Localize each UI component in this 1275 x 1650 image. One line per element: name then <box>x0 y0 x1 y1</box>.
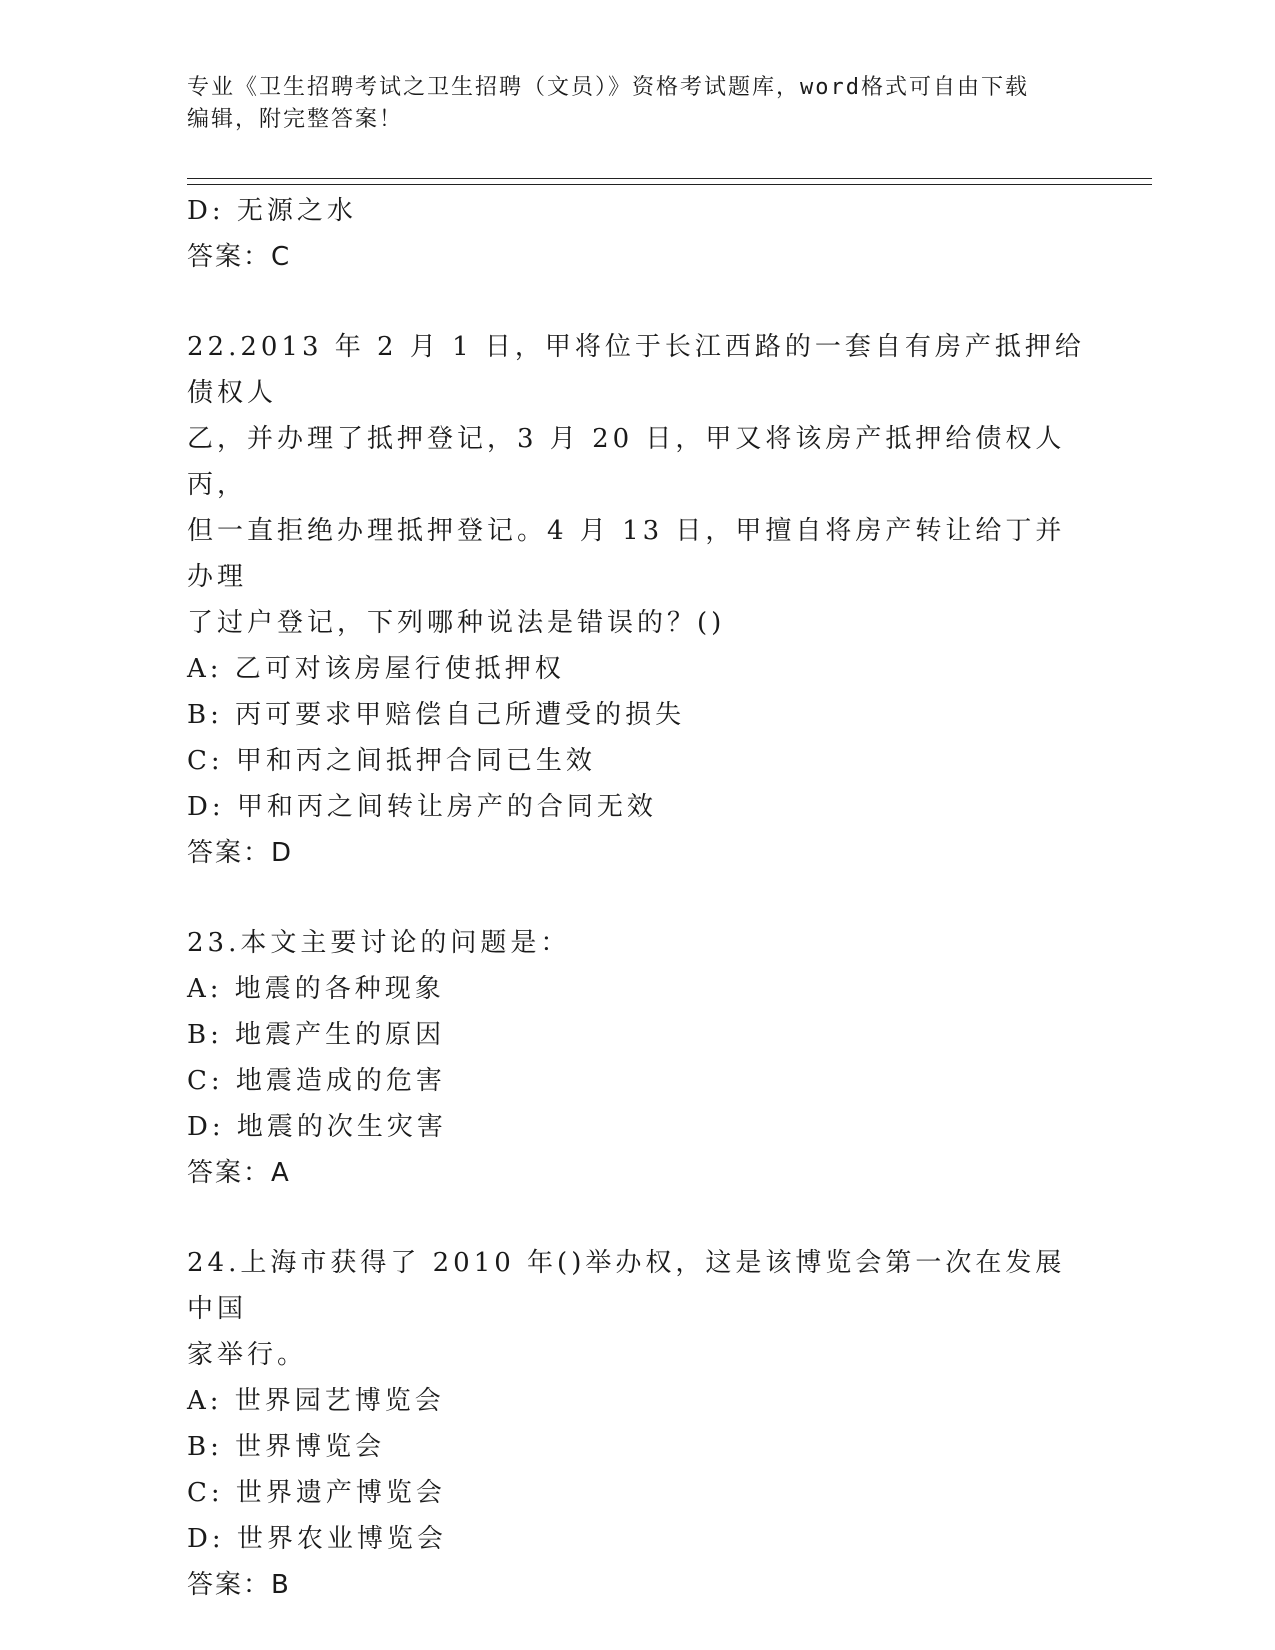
question-stem-line: 23.本文主要讨论的问题是： <box>187 928 571 958</box>
option-a: A: 乙可对该房屋行使抵押权 <box>187 654 565 684</box>
question-24 <box>187 1240 1087 1608</box>
document-header <box>187 72 1067 136</box>
question-list <box>187 188 1087 1608</box>
answer-line: 答案：D <box>187 838 294 868</box>
spacer <box>187 280 1087 324</box>
question-stem-line: 但一直拒绝办理抵押登记。4 月 13 日，甲擅自将房产转让给丁并办理 <box>187 516 1066 592</box>
header-line-2: 编辑，附完整答案！ <box>187 107 404 132</box>
question-22 <box>187 324 1087 876</box>
answer-line: 答案：A <box>187 1158 291 1188</box>
option-c: C: 世界遗产博览会 <box>187 1478 446 1508</box>
question-stem-line: 乙，并办理了抵押登记，3 月 20 日，甲又将该房产抵押给债权人丙， <box>187 424 1066 500</box>
option-b: B: 丙可要求甲赔偿自己所遭受的损失 <box>187 700 686 730</box>
option-d: D: 地震的次生灾害 <box>187 1112 447 1142</box>
header-divider-bottom <box>187 184 1152 185</box>
spacer <box>187 876 1087 920</box>
question-stem-line: 了过户登记，下列哪种说法是错误的？() <box>187 608 726 638</box>
option-b: B: 世界博览会 <box>187 1432 386 1462</box>
option-d: D: 无源之水 <box>187 196 357 226</box>
answer-line: 答案：B <box>187 1570 291 1600</box>
answer-line: 答案：C <box>187 242 292 272</box>
question-stem-line: 家举行。 <box>187 1340 308 1370</box>
option-b: B: 地震产生的原因 <box>187 1020 446 1050</box>
option-c: C: 地震造成的危害 <box>187 1066 446 1096</box>
option-c: C: 甲和丙之间抵押合同已生效 <box>187 746 596 776</box>
option-a: A: 地震的各种现象 <box>187 974 445 1004</box>
header-divider-top <box>187 178 1152 179</box>
option-d: D: 甲和丙之间转让房产的合同无效 <box>187 792 657 822</box>
option-a: A: 世界园艺博览会 <box>187 1386 445 1416</box>
spacer <box>187 1196 1087 1240</box>
question-stem-line: 24.上海市获得了 2010 年()举办权，这是该博览会第一次在发展中国 <box>187 1248 1066 1324</box>
question-21-tail <box>187 188 1087 280</box>
option-d: D: 世界农业博览会 <box>187 1524 447 1554</box>
header-line-1: 专业《卫生招聘考试之卫生招聘（文员）》资格考试题库，word格式可自由下载 <box>187 75 1029 100</box>
question-stem-line: 22.2013 年 2 月 1 日，甲将位于长江西路的一套自有房产抵押给债权人 <box>187 332 1085 408</box>
question-23 <box>187 920 1087 1196</box>
